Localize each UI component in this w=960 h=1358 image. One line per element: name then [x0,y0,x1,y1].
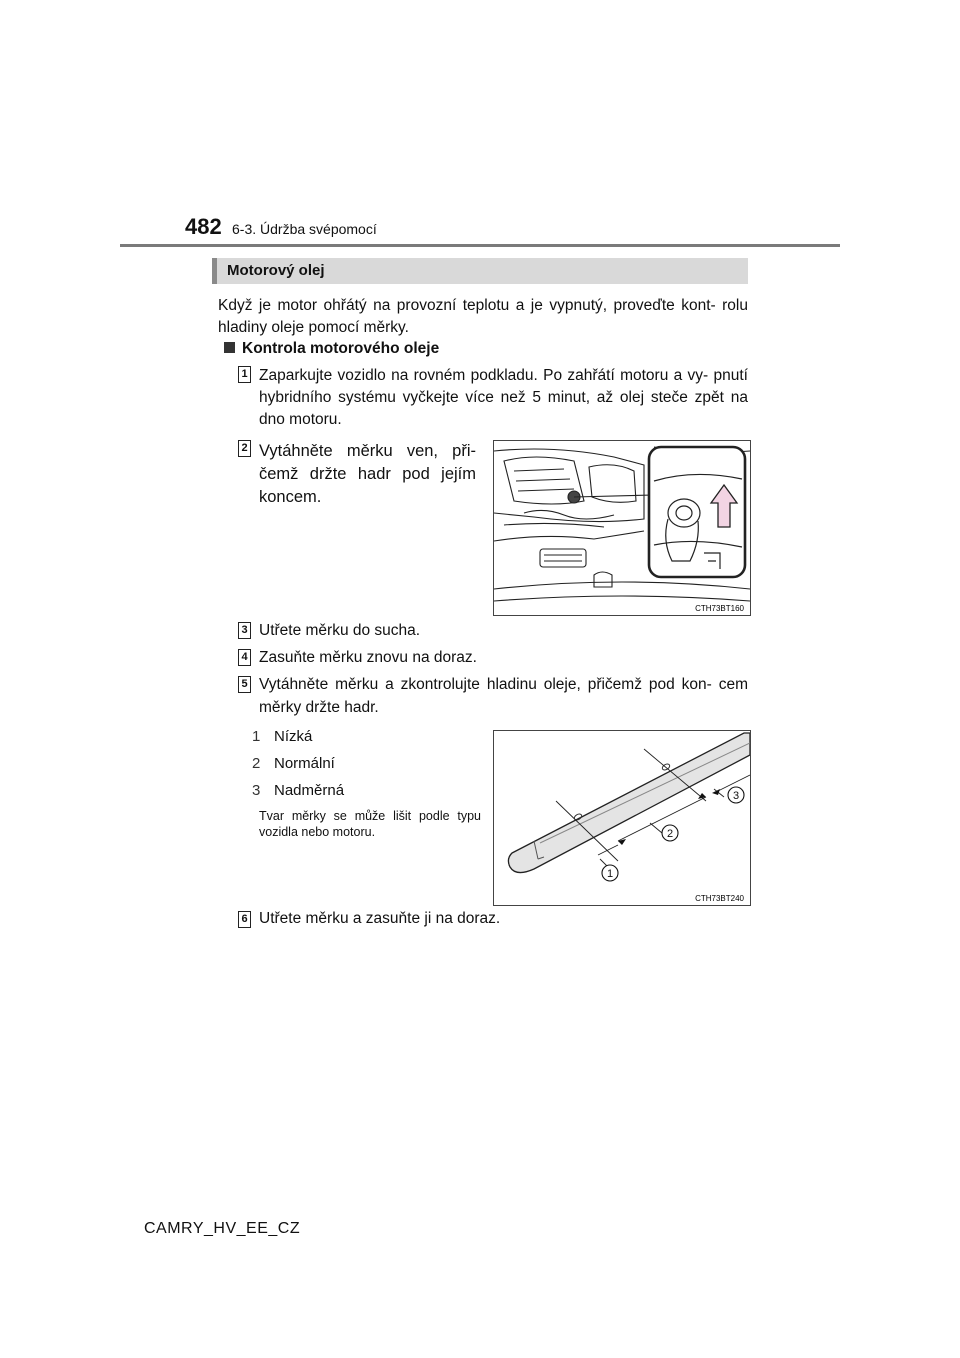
figure-code: CTH73BT160 [695,604,744,613]
engine-bay-figure [493,440,751,616]
chapter-title: 6-3. Údržba svépomocí [232,221,377,237]
step-text: Utřete měrku do sucha. [259,622,421,639]
step-number: 5 [238,676,251,693]
step-number: 3 [238,622,251,639]
header-rule [120,244,840,247]
step-text: Vytáhněte měrku ven, při- čemž držte hadr pod jejím koncem. [259,442,476,506]
level-item [252,782,344,799]
step-number: 2 [238,440,251,457]
callout-2: 2 [666,828,674,840]
footer-model-code: CAMRY_HV_EE_CZ [144,1220,301,1237]
level-number: 1 [252,728,261,745]
callout-1: 1 [606,868,614,880]
figure-code: CTH73BT240 [695,894,744,903]
step-number: 1 [238,366,251,383]
section-title: Motorový olej [212,258,748,284]
level-item [252,728,312,745]
level-label: Normální [274,755,335,772]
step-text: Zasuňte měrku znovu na doraz. [259,649,477,666]
dipstick-illustration [494,731,750,905]
step-text: Vytáhněte měrku a zkontrolujte hladinu oleje, přičemž pod kon- cem měrky držte hadr. [259,676,748,716]
level-number: 2 [252,755,261,772]
level-item [252,755,335,772]
step-number: 6 [238,911,251,928]
subheading-text: Kontrola motorového oleje [242,340,440,357]
dipstick-figure [493,730,751,906]
level-label: Nadměrná [274,782,345,799]
intro-paragraph: Když je motor ohřátý na provozní teplotu a je vypnutý, proveďte kont- rolu hladiny oleje pomocí měrky. [218,297,748,336]
page-number: 482 [185,214,222,239]
engine-bay-illustration [494,441,750,615]
step-number: 4 [238,649,251,666]
level-number: 3 [252,782,261,799]
step-text: Utřete měrku a zasuňte ji na doraz. [259,910,501,927]
callout-3: 3 [732,790,740,802]
step-text: Zaparkujte vozidlo na rovném podkladu. Po zahřátí motoru a vy- pnutí hybridního systému vyčkejte více než 5 minut, až olej steče zpět na dno motoru. [259,367,748,428]
square-bullet-icon [224,342,235,353]
level-label: Nízká [274,728,313,745]
note-text: Tvar měrky se může lišit podle typu vozidla nebo motoru. [259,809,481,839]
subheading [224,340,439,358]
